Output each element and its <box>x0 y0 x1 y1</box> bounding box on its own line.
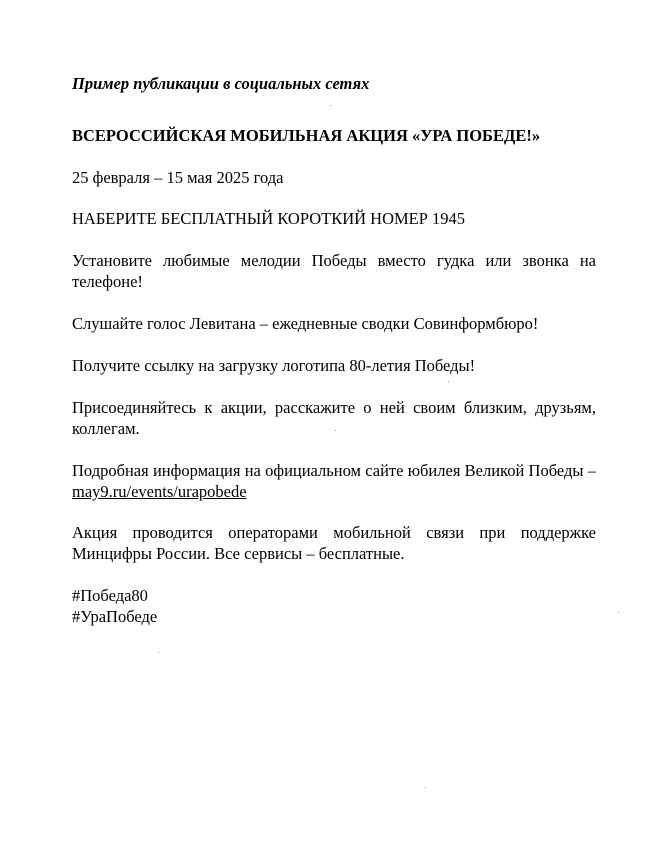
paragraph-info <box>72 460 596 502</box>
scan-speck <box>448 381 449 382</box>
paragraph-operators: Акция проводится операторами мобильной связи при поддержке Минцифры России. Все сервисы – бесплатные. <box>72 523 596 563</box>
paragraph-levitan: Слушайте голос Левитана – ежедневные сводки Совинформбюро! <box>72 314 539 333</box>
campaign-dates: 25 февраля – 15 мая 2025 года <box>72 168 284 187</box>
hashtag-urapobede: #УраПобеде <box>72 607 158 626</box>
website-link[interactable]: may9.ru/events/urapobede <box>72 482 247 501</box>
short-number-line: НАБЕРИТЕ БЕСПЛАТНЫЙ КОРОТКИЙ НОМЕР 1945 <box>72 209 466 228</box>
scan-speck <box>425 787 426 788</box>
scan-speck <box>335 430 336 431</box>
paragraph-join: Присоединяйтесь к акции, расскажите о ней своим близким, друзьям, коллегам. <box>72 398 596 438</box>
subtitle: Пример публикации в социальных сетях <box>72 74 370 93</box>
page-title: ВСЕРОССИЙСКАЯ МОБИЛЬНАЯ АКЦИЯ «УРА ПОБЕДЕ!» <box>72 126 541 145</box>
info-text: Подробная информация на официальном сайте юбилея Великой Победы – <box>72 461 596 480</box>
scan-speck <box>330 105 331 106</box>
scan-speck <box>618 612 619 613</box>
paragraph-logo: Получите ссылку на загрузку логотипа 80-летия Победы! <box>72 356 476 375</box>
paragraph-melodies: Установите любимые мелодии Победы вместо гудка или звонка на телефоне! <box>72 251 596 291</box>
hashtag-pobeda80: #Победа80 <box>72 586 148 605</box>
scan-speck <box>158 652 159 653</box>
